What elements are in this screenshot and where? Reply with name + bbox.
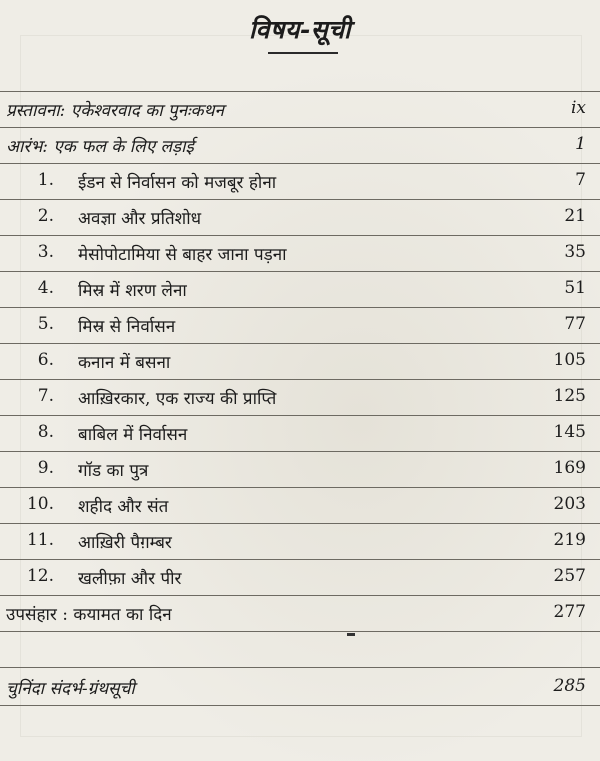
toc-chapter-11 <box>0 524 600 558</box>
toc-entry-epilogue <box>0 596 600 630</box>
chapter-number: 4. <box>37 278 54 298</box>
page-title: विषय-सूची <box>249 15 351 44</box>
toc-entry-label: आरंभ: एक फल के लिए लड़ाई <box>6 137 194 157</box>
toc-chapter-6 <box>0 344 600 378</box>
toc-entry-label: मिस्र में शरण लेना <box>78 281 187 301</box>
toc-chapter-2 <box>0 200 600 234</box>
toc-entry-page: 51 <box>564 278 586 298</box>
divider <box>0 705 600 706</box>
toc-chapter-10 <box>0 488 600 522</box>
toc-entry-label: गॉड का पुत्र <box>78 461 149 481</box>
toc-entry-label: बाबिल में निर्वासन <box>78 425 188 445</box>
chapter-number: 10. <box>26 494 54 514</box>
toc-entry-page: 7 <box>575 170 586 190</box>
toc-chapter-3 <box>0 236 600 270</box>
toc-chapter-1 <box>0 164 600 198</box>
toc-entry-page: 145 <box>553 422 586 442</box>
toc-entry-page: 35 <box>564 242 586 262</box>
toc-entry-label: खलीफ़ा और पीर <box>78 569 182 589</box>
title-underline <box>268 52 338 54</box>
toc-entry-page: 105 <box>553 350 586 370</box>
chapter-number: 5. <box>37 314 54 334</box>
toc-entry-page: 77 <box>564 314 586 334</box>
divider <box>0 667 600 668</box>
toc-chapter-12 <box>0 560 600 594</box>
toc-entry-bibliography <box>0 670 600 704</box>
toc-chapter-5 <box>0 308 600 342</box>
toc-entry-page: ix <box>570 98 586 118</box>
chapter-number: 9. <box>37 458 54 478</box>
dash-mark <box>347 633 355 636</box>
toc-entry-label: आख़िरी पैग़म्बर <box>78 533 172 553</box>
divider <box>0 631 600 632</box>
toc-entry-label: मिस्र से निर्वासन <box>78 317 176 337</box>
chapter-number: 3. <box>37 242 54 262</box>
toc-entry-label: शहीद और संत <box>78 497 169 517</box>
chapter-number: 2. <box>37 206 54 226</box>
toc-entry-page: 1 <box>575 134 586 154</box>
toc-entry-page: 219 <box>553 530 586 550</box>
toc-entry-label: चुनिंदा संदर्भ-ग्रंथसूची <box>6 679 135 699</box>
chapter-number: 6. <box>37 350 54 370</box>
chapter-number: 7. <box>37 386 54 406</box>
toc-entry-label: प्रस्तावना: एकेश्वरवाद का पुनःकथन <box>6 101 224 121</box>
toc-chapter-4 <box>0 272 600 306</box>
toc-entry-page: 257 <box>553 566 586 586</box>
toc-entry-page: 203 <box>553 494 586 514</box>
toc-entry-label: कनान में बसना <box>78 353 171 373</box>
toc-entry-page: 277 <box>553 602 586 622</box>
toc-entry-label: उपसंहार : कयामत का दिन <box>6 605 172 625</box>
toc-entry-page: 285 <box>553 676 586 696</box>
toc-chapter-7 <box>0 380 600 414</box>
toc-entry-page: 169 <box>553 458 586 478</box>
chapter-number: 8. <box>37 422 54 442</box>
chapter-number: 1. <box>37 170 54 190</box>
toc-chapter-9 <box>0 452 600 486</box>
toc-entry-label: मेसोपोटामिया से बाहर जाना पड़ना <box>78 245 287 265</box>
toc-entry-label: आख़िरकार, एक राज्य की प्राप्ति <box>78 389 277 409</box>
toc-entry-page: 125 <box>553 386 586 406</box>
toc-entry-label: अवज्ञा और प्रतिशोध <box>78 209 202 229</box>
toc-chapter-8 <box>0 416 600 450</box>
toc-entry-beginning <box>0 128 600 162</box>
toc-entry-label: ईडन से निर्वासन को मजबूर होना <box>78 173 277 193</box>
chapter-number: 11. <box>26 530 54 550</box>
chapter-number: 12. <box>26 566 54 586</box>
toc-entry-page: 21 <box>564 206 586 226</box>
toc-entry-preface <box>0 92 600 126</box>
